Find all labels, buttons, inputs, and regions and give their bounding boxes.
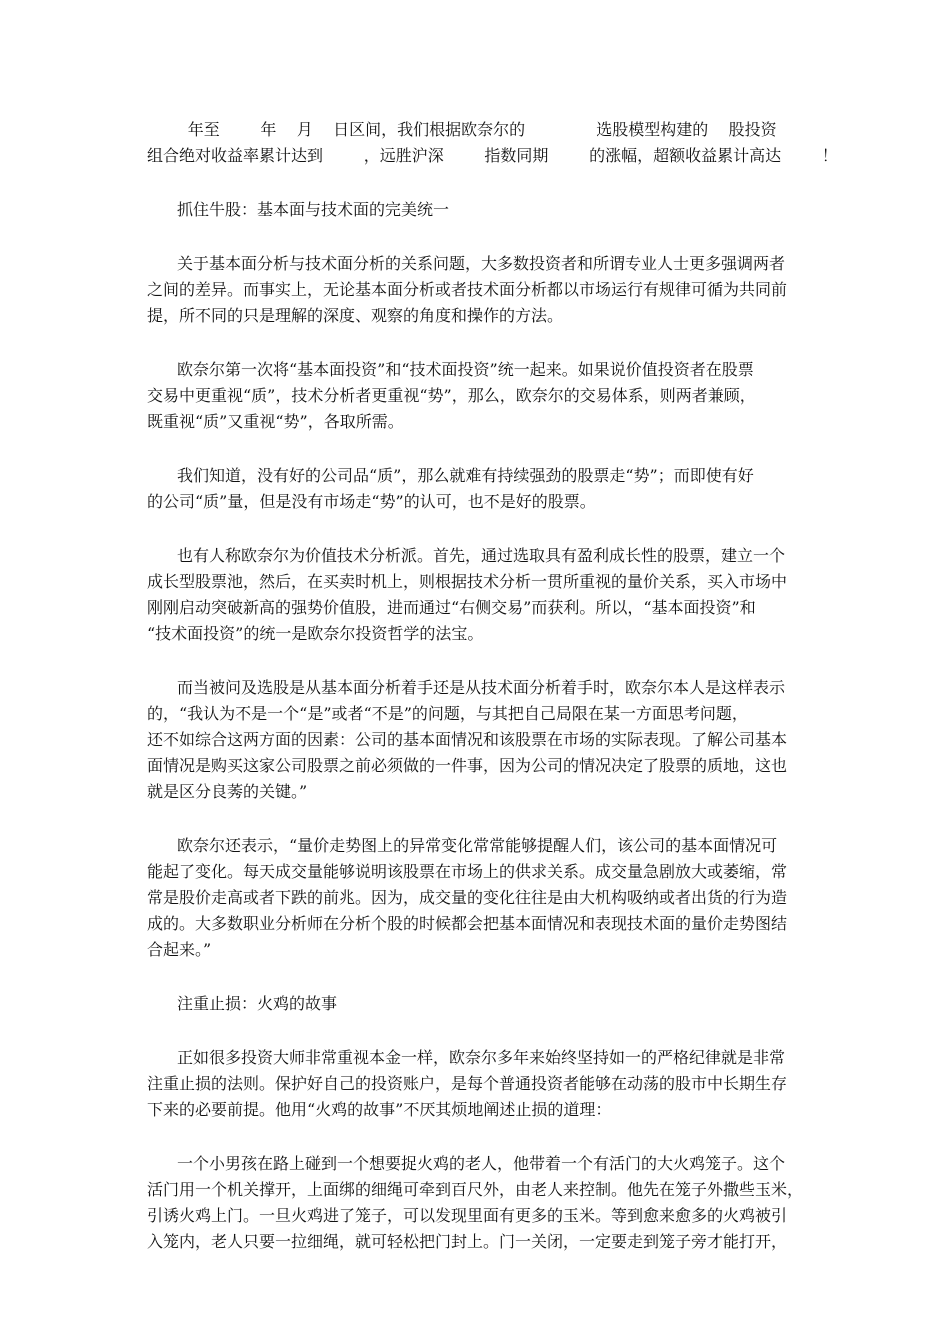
paragraph-line: 的，“我认为不是一个“是”或者“不是”的问题，与其把自己局限在某一方面思考问题，: [147, 704, 748, 723]
paragraph-line: 欧奈尔第一次将“基本面投资”和“技术面投资”统一起来。如果说价值投资者在股票: [177, 360, 754, 379]
paragraph-line: 引诱火鸡上门。一旦火鸡进了笼子，可以发现里面有更多的玉米。等到愈来愈多的火鸡被引: [147, 1206, 788, 1225]
paragraph-line: 能起了变化。每天成交量能够说明该股票在市场上的供求关系。成交量急剧放大或萎缩，常: [147, 862, 788, 881]
paragraph-line: 组合绝对收益率累计达到 ，远胜沪深 指数同期 的涨幅，超额收益累计高达 ！: [147, 146, 838, 165]
paragraph-line: 还不如综合这两方面的因素：公司的基本面情况和该股票在市场的实际表现。了解公司基本: [147, 730, 788, 749]
paragraph-line: 的公司“质”量，但是没有市场走“势”的认可，也不是好的股票。: [147, 492, 596, 511]
paragraph-line: 提，所不同的只是理解的深度、观察的角度和操作的方法。: [147, 306, 564, 325]
paragraph-line: 注重止损的法则。保护好自己的投资账户，是每个普通投资者能够在动荡的股市中长期生存: [147, 1074, 788, 1093]
paragraph-line: 正如很多投资大师非常重视本金一样，欧奈尔多年来始终坚持如一的严格纪律就是非常: [177, 1048, 786, 1067]
paragraph-line: 关于基本面分析与技术面分析的关系问题，大多数投资者和所谓专业人士更多强调两者: [177, 254, 786, 273]
paragraph-line: 下来的必要前提。他用“火鸡的故事”不厌其烦地阐述止损的道理：: [147, 1100, 612, 1119]
paragraph-line: 也有人称欧奈尔为价值技术分析派。首先，通过选取具有盈利成长性的股票，建立一个: [177, 546, 786, 565]
paragraph-line: 合起来。”: [147, 940, 212, 959]
paragraph-line: 既重视“质”又重视“势”，各取所需。: [147, 412, 404, 431]
paragraph-line: 我们知道，没有好的公司品“质”，那么就难有持续强劲的股票走“势”；而即使有好: [177, 466, 754, 485]
paragraph-line: 成的。大多数职业分析师在分析个股的时候都会把基本面情况和表现技术面的量价走势图结: [147, 914, 788, 933]
paragraph-line: 之间的差异。而事实上，无论基本面分析或者技术面分析都以市场运行有规律可循为共同前: [147, 280, 788, 299]
paragraph-line: 交易中更重视“质”，技术分析者更重视“势”，那么，欧奈尔的交易体系，则两者兼顾，: [147, 386, 756, 405]
paragraph-line: 欧奈尔还表示，“量价走势图上的异常变化常常能够提醒人们，该公司的基本面情况可: [177, 836, 778, 855]
paragraph-line: 面情况是购买这家公司股票之前必须做的一件事，因为公司的情况决定了股票的质地，这也: [147, 756, 788, 775]
paragraph-line: 而当被问及选股是从基本面分析着手还是从技术面分析着手时，欧奈尔本人是这样表示: [177, 678, 786, 697]
paragraph-line: 入笼内，老人只要一拉细绳，就可轻松把门封上。门一关闭，一定要走到笼子旁才能打开，: [147, 1232, 788, 1251]
paragraph-line: 活门用一个机关撑开，上面绑的细绳可牵到百尺外，由老人来控制。他先在笼子外撒些玉米，: [147, 1180, 804, 1199]
section-heading: 抓住牛股：基本面与技术面的完美统一: [177, 200, 450, 219]
paragraph-line: 一个小男孩在路上碰到一个想要捉火鸡的老人，他带着一个有活门的大火鸡笼子。这个: [177, 1154, 786, 1173]
section-heading: 注重止损：火鸡的故事: [177, 994, 338, 1013]
paragraph-line: 就是区分良莠的关键。”: [147, 782, 308, 801]
paragraph-line: 刚刚启动突破新高的强势价值股，进而通过“右侧交易”而获利。所以，“基本面投资”和: [147, 598, 756, 617]
paragraph-line: 年至 年 月 日区间，我们根据欧奈尔的 选股模型构建的 股投资: [147, 120, 777, 139]
paragraph-line: 常是股价走高或者下跌的前兆。因为，成交量的变化往往是由大机构吸纳或者出货的行为造: [147, 888, 788, 907]
paragraph-line: “技术面投资”的统一是欧奈尔投资哲学的法宝。: [147, 624, 484, 643]
paragraph-line: 成长型股票池，然后，在买卖时机上，则根据技术分析一贯所重视的量价关系，买入市场中: [147, 572, 788, 591]
